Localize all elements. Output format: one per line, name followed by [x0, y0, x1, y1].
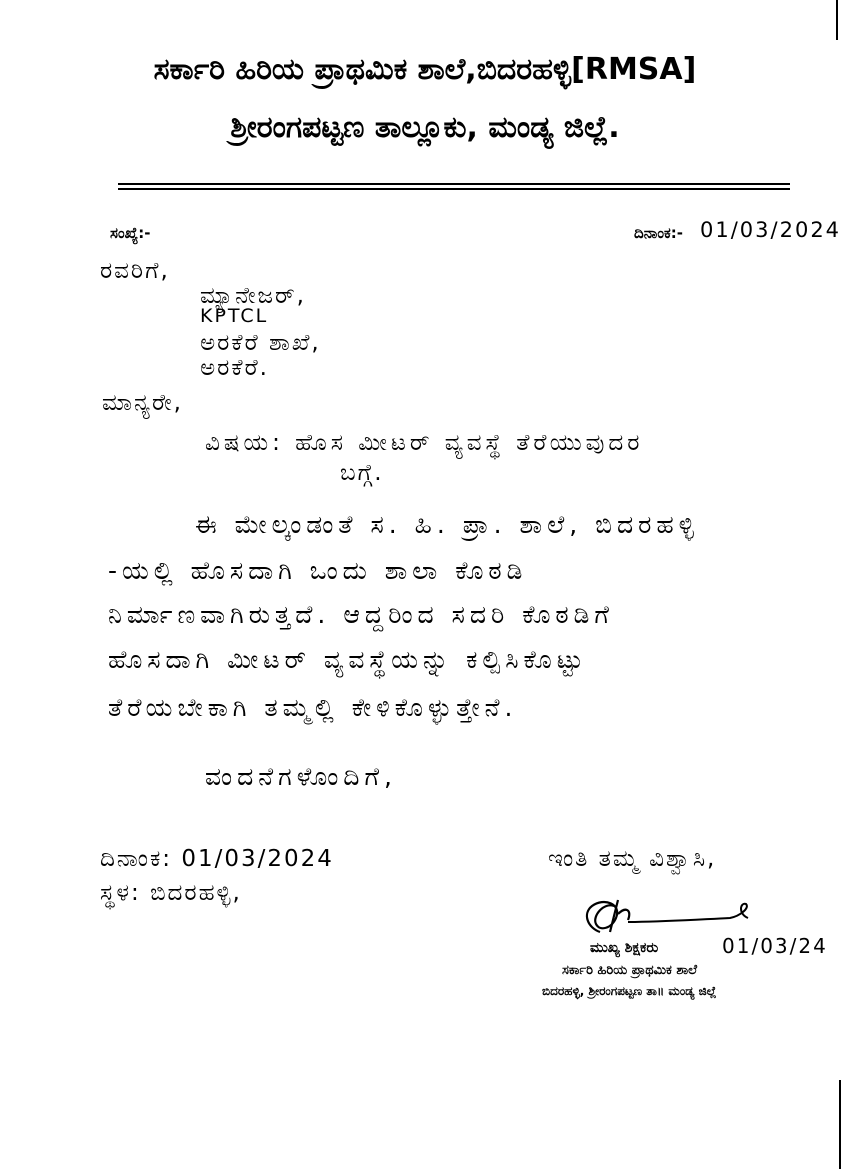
addressee-line: ಮ್ಯಾನೇಜರ್,	[200, 283, 306, 309]
header-divider	[118, 183, 790, 185]
footer-date: ದಿನಾಂಕ: 01/03/2024	[100, 846, 334, 872]
subject-line: ಬಗ್ಗೆ.	[340, 460, 384, 486]
body-line: ನಿರ್ಮಾಣವಾಗಿರುತ್ತದೆ. ಆದ್ದರಿಂದ ಸದರಿ ಕೊಠಡಿಗೆ	[108, 600, 614, 629]
greeting: ಮಾನ್ಯರೇ,	[102, 390, 183, 416]
addressee-line: ಅರಕೆರೆ.	[200, 355, 269, 381]
reference-number-label: ಸಂಖ್ಯೆ:-	[110, 224, 151, 242]
closing-line: ಇಂತಿ ತಮ್ಮ ವಿಶ್ವಾಸಿ,	[548, 846, 717, 872]
header-divider-second	[118, 188, 790, 190]
date-value: 01/03/2024	[700, 218, 842, 242]
date-label: ದಿನಾಂಕ:-	[634, 224, 683, 242]
thanks-line: ವಂದನೆಗಳೊಂದಿಗೆ,	[205, 762, 397, 791]
letterhead-address: ಶ್ರೀರಂಗಪಟ್ಟಣ ತಾಲ್ಲೂಕು, ಮಂಡ್ಯ ಜಿಲ್ಲೆ.	[230, 110, 620, 145]
seal-designation: ಮುಖ್ಯ ಶಿಕ್ಷಕರು	[590, 940, 659, 956]
addressee-salutation: ರವರಿಗೆ,	[100, 258, 170, 284]
seal-school-name: ಸರ್ಕಾರಿ ಹಿರಿಯ ಪ್ರಾಥಮಿಕ ಶಾಲೆ	[562, 963, 698, 978]
letterhead-school-name: ಸರ್ಕಾರಿ ಹಿರಿಯ ಪ್ರಾಥಮಿಕ ಶಾಲೆ,ಬಿದರಹಳ್ಳಿ[RMSA]	[153, 52, 697, 87]
scan-edge-marks	[828, 0, 846, 1169]
body-line: ತೆರೆಯಬೇಕಾಗಿ ತಮ್ಮಲ್ಲಿ ಕೇಳಿಕೊಳ್ಳುತ್ತೇನೆ.	[108, 693, 518, 722]
body-line: ಹೊಸದಾಗಿ ಮೀಟರ್ ವ್ಯವಸ್ಥೆಯನ್ನು ಕಲ್ಪಿಸಿಕೊಟ್ಟು	[108, 645, 588, 674]
signed-date: 01/03/24	[722, 934, 828, 958]
addressee-line: KPTCL	[200, 305, 269, 327]
subject-line: ವಿಷಯ: ಹೊಸ ಮೀಟರ್ ವ್ಯವಸ್ಥೆ ತೆರೆಯುವುದರ	[205, 430, 644, 456]
footer-place: ಸ್ಥಳ: ಬಿದರಹಳ್ಳಿ,	[100, 880, 242, 906]
body-line: -ಯಲ್ಲಿ ಹೊಸದಾಗಿ ಒಂದು ಶಾಲಾ ಕೊಠಡಿ	[108, 556, 528, 585]
addressee-line: ಅರಕೆರೆ ಶಾಖೆ,	[200, 330, 321, 356]
seal-address: ಬಿದರಹಳ್ಳಿ, ಶ್ರೀರಂಗಪಟ್ಟಣ ತಾ॥ ಮಂಡ್ಯ ಜಿಲ್ಲೆ	[542, 984, 717, 998]
body-line: ಈ ಮೇಲ್ಕಂಡಂತೆ ಸ. ಹಿ. ಪ್ರಾ. ಶಾಲೆ, ಬಿದರಹಳ್ಳಿ	[195, 510, 699, 539]
